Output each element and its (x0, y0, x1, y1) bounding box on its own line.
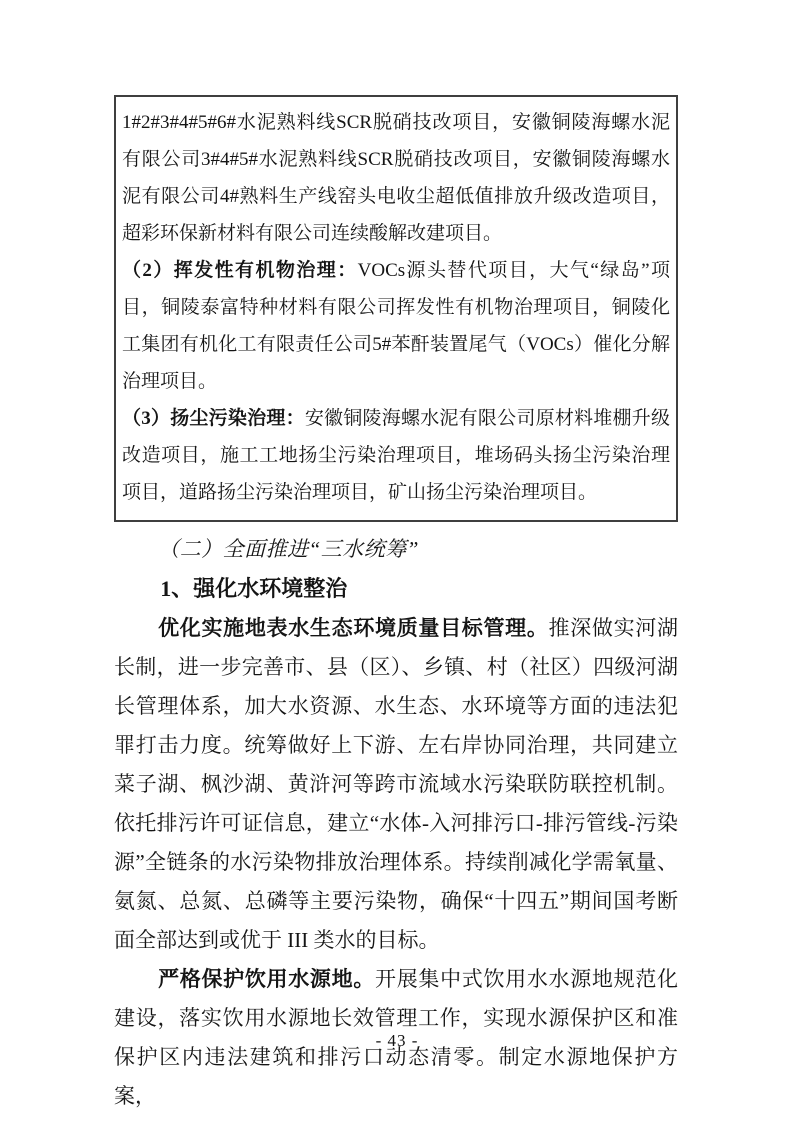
boxed-paragraph-text: 1#2#3#4#5#6#水泥熟料线SCR脱硝技改项目，安徽铜陵海螺水泥有限公司3#4#5#水泥熟料线SCR脱硝技改项目，安徽铜陵海螺水泥有限公司4#熟料生产线窑头电收尘超低值排放升级改造项目，超彩环保新材料有限公司连续酸解改建项目。 (122, 112, 670, 244)
paragraph-lead: 严格保护饮用水源地。 (158, 967, 376, 991)
boxed-paragraph-text: 安徽铜陵海螺水泥有限公司原材料堆棚升级改造项目，施工工地扬尘污染治理项目，堆场码头扬尘污染治理项目，道路扬尘污染治理项目，矿山扬尘污染治理项目。 (122, 408, 670, 503)
subsection-heading: 1、强化水环境整治 (160, 576, 348, 601)
body-paragraph (114, 609, 678, 960)
body-text (114, 530, 678, 1116)
boxed-paragraph-text: VOCs源头替代项目，大气“绿岛”项目，铜陵泰富特种材料有限公司挥发性有机物治理项目，铜陵化工集团有机化工有限责任公司5#苯酐装置尾气（VOCs）催化分解治理项目。 (122, 260, 670, 392)
paragraph-lead: 优化实施地表水生态环境质量目标管理。 (158, 616, 549, 640)
content-column (114, 95, 678, 1116)
page-number: - 43 - (375, 1031, 419, 1050)
boxed-paragraph-lead: （3）扬尘污染治理： (122, 408, 305, 429)
paragraph-text: 开展集中式饮用水水源地规范化建设，落实饮用水源地长效管理工作，实现水源保护区和准保护区内违法建筑和排污口动态清零。制定水源地保护方案， (114, 967, 679, 1108)
boxed-paragraph (122, 104, 670, 252)
paragraph-text: 推深做实河湖长制，进一步完善市、县（区）、乡镇、村（社区）四级河湖长管理体系，加大水资源、水生态、水环境等方面的违法犯罪打击力度。统筹做好上下游、左右岸协同治理，共同建立菜子湖、枫沙湖、黄浒河等跨市流域水污染联防联控机制。依托排污许可证信息，建立“水体-入河排污口-排污管线-污染源”全链条的水污染物排放治理体系。持续削减化学需氧量、氨氮、总氮、总磷等主要污染物，确保“十四五”期间国考断面全部达到或优于 III 类水的目标。 (114, 616, 679, 952)
boxed-paragraph (122, 400, 670, 511)
boxed-project-list (114, 95, 678, 522)
boxed-paragraph-lead: （2）挥发性有机物治理： (122, 260, 358, 281)
section-heading: （二）全面推进“三水统筹” (158, 537, 419, 561)
boxed-paragraph (122, 252, 670, 400)
